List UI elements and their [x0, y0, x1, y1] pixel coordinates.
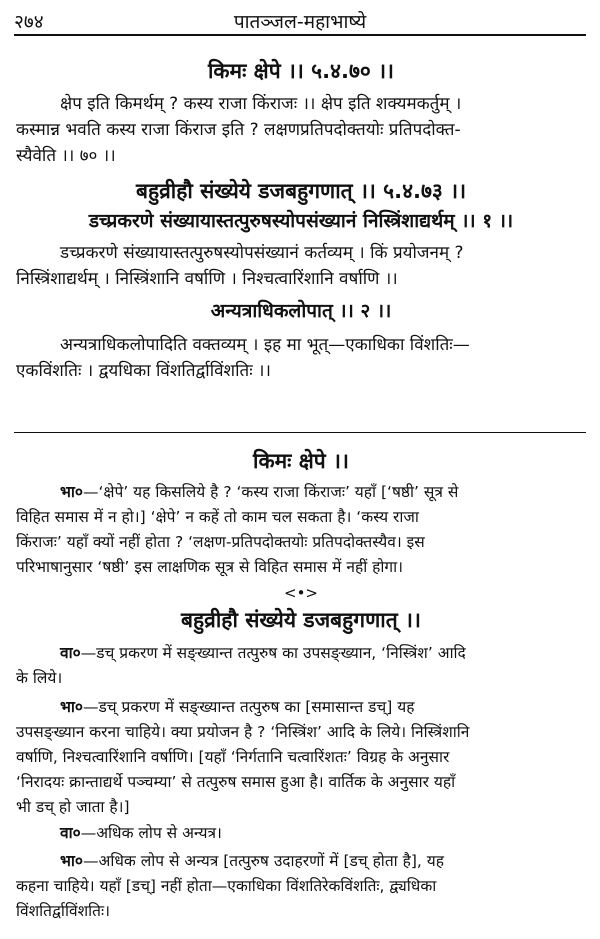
vartika-label: वा०: [60, 824, 81, 842]
commentary-para-3: [16, 849, 586, 924]
commentary-heading-kimah: किमः क्षेपे ।।: [253, 449, 349, 473]
line-text: —डच् प्रकरण में सङ्ख्यान्त तत्पुरुष का [समासान्त डच्] यह: [82, 698, 415, 716]
text-line: निस्त्रिंशाद्यर्थम् । निस्त्रिंशानि वर्षाणि । निश्चत्वारिंशानि वर्षाणि ।।: [16, 269, 398, 289]
text-line: अन्यत्राधिकलोपादिति वक्तव्यम् । इह मा भूत्—एकाधिका विंशतिः—: [60, 335, 470, 355]
text-line: [16, 641, 586, 666]
text-line: कहना चाहिये। यहाँ [डच्] नहीं होता—एकाधिका विंशतिरेकविंशतिः, द्व्यधिका: [16, 877, 437, 895]
text-line: [16, 849, 586, 874]
commentary-heading-bahuvrihau: बहुव्रीहौ संख्येये डजबहुगणात् ।।: [181, 608, 421, 632]
text-line: के लिये।: [16, 669, 63, 687]
vartika-label: वा०: [60, 644, 81, 662]
text-line: एकविंशतिः । द्वयधिका विंशतिर्द्वाविंशतिः ।।: [16, 361, 271, 381]
commentary-vartika-2: [16, 821, 586, 846]
text-line: किंराजः’ यहाँ क्यों नहीं होता ? ‘लक्षण-प्रतिपदोक्तयोः प्रतिपदोक्तस्यैव। इस: [16, 533, 425, 551]
header-rule: [14, 34, 586, 36]
page-number: २७४: [14, 11, 44, 33]
text-line: कस्मान्न भवति कस्य राजा किंराज इति ? लक्षणप्रतिपदोक्तयोः प्रतिपदोक्त-: [16, 120, 461, 140]
bhashya-label: भा०: [60, 852, 83, 870]
text-line: वर्षाणि, निश्चत्वारिंशानि वर्षाणि। [यहाँ ‘निर्गतानि चत्वारिंशतः’ विग्रह के अनुसार: [16, 748, 450, 766]
sutra-heading-kimah: किमः क्षेपे ।। ५.४.७० ।।: [207, 59, 395, 83]
text-line: विंशतिर्द्वाविंशतिः।: [16, 902, 110, 920]
sanskrit-para-1: [16, 91, 586, 169]
commentary-vartika-1: [16, 641, 586, 691]
sanskrit-para-3: [16, 332, 586, 384]
line-text: —अधिक लोप से अन्यत्र।: [80, 824, 222, 842]
vartika-1: डच्प्रकरणे संख्यायास्तत्पुरुषस्योपसंख्यानं निस्त्रिंशाद्यर्थम् ।। १ ।।: [88, 210, 514, 232]
line-text: —‘क्षेपे’ यह किसलिये है ? ‘कस्य राजा किंराजः’ यहाँ [‘षष्ठी’ सूत्र से: [82, 483, 459, 501]
text-line: डच्प्रकरणे संख्यायास्तत्पुरुषस्योपसंख्यानं कर्तव्यम् । किं प्रयोजनम् ?: [60, 243, 464, 263]
line-text: —अधिक लोप से अन्यत्र [तत्पुरुष उदाहरणों में [डच् होता है], यह: [82, 852, 444, 870]
sutra-heading-bahuvrihau: बहुव्रीहौ संख्येये डजबहुगणात् ।। ५.४.७३ ।।: [135, 179, 467, 203]
text-line: क्षेप इति किमर्थम् ? कस्य राजा किंराजः ।। क्षेप इति शक्यमकर्तुम् ।: [60, 94, 462, 114]
text-line: भी डच् हो जाता है।]: [16, 798, 130, 816]
text-line: स्यैवेति ।। ७० ।।: [16, 146, 116, 166]
bhashya-label: भा०: [60, 698, 83, 716]
running-title: पातञ्जल-महाभाष्ये: [233, 11, 367, 33]
commentary-para-2: [16, 695, 586, 820]
text-line: [16, 695, 586, 720]
commentary-para-1: [16, 480, 586, 580]
text-line: [16, 821, 586, 846]
text-line: विहित समास में न हो।] ‘क्षेपे’ न कहें तो काम चल सकता है। ‘कस्य राजा: [16, 508, 419, 526]
bhashya-label: भा०: [60, 483, 83, 501]
sanskrit-para-2: [16, 240, 586, 292]
page-header: [14, 4, 586, 34]
ornament-divider: <•>: [284, 584, 318, 602]
line-text: —डच् प्रकरण में सङ्ख्यान्त तत्पुरुष का उपसङ्ख्यान, ‘निस्त्रिंश’ आदि: [80, 644, 466, 662]
text-line: परिभाषानुसार ‘षष्ठी’ इस लाक्षणिक सूत्र से विहित समास में नहीं होगा।: [16, 558, 403, 576]
text-line: ‘निरादयः क्रान्ताद्यर्थे पञ्चम्या’ से तत्पुरुष समास हुआ है। वार्तिक के अनुसार यहाँ: [16, 773, 456, 791]
text-line: उपसङ्ख्यान करना चाहिये। क्या प्रयोजन है ? ‘निस्त्रिंश’ आदि के लिये। निस्त्रिंशानि: [16, 723, 470, 741]
text-line: [16, 480, 586, 505]
section-divider: [14, 432, 586, 433]
vartika-2: अन्यत्राधिकलोपात् ।। २ ।।: [210, 300, 392, 322]
